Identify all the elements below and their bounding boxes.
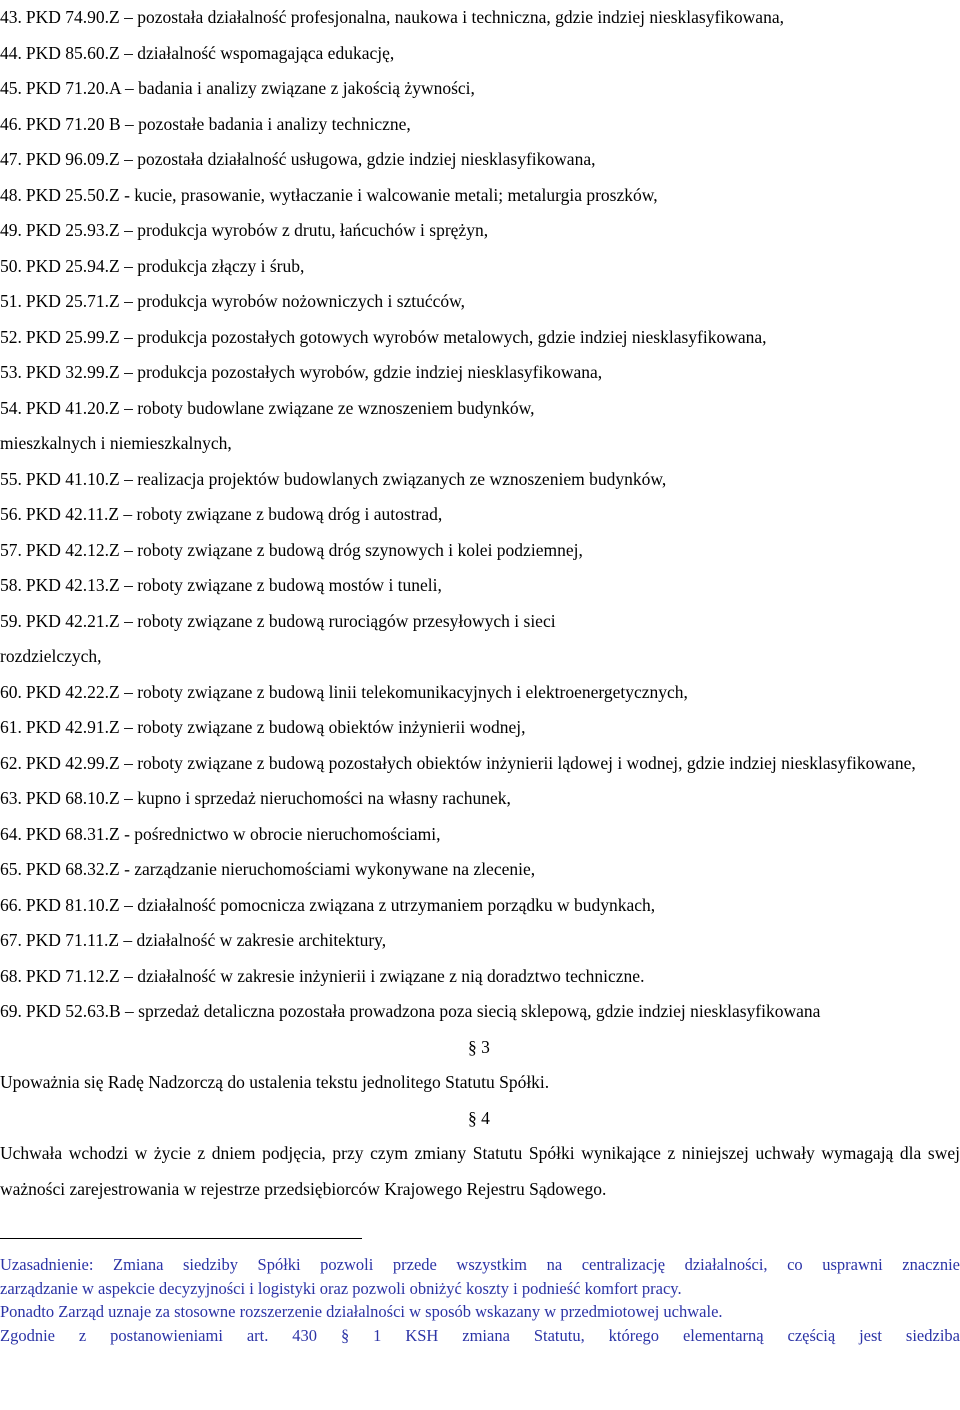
section-3-text: Upoważnia się Radę Nadzorczą do ustalenia tekstu jednolitego Statutu Spółki. — [0, 1072, 550, 1092]
list-item-number: 68. — [0, 965, 22, 986]
list-item-text: PKD 68.32.Z - zarządzanie nieruchomościami wykonywane na zlecenie, — [25, 859, 536, 879]
list-item-number: 44. — [0, 42, 22, 63]
list-item-text: PKD 52.63.B – sprzedaż detaliczna pozostała prowadzona poza siecią sklepową, gdzie indziej niesklasyfikowana — [25, 1001, 821, 1021]
list-item — [0, 249, 960, 285]
list-item-number: 54. — [0, 397, 22, 418]
list-item-text: PKD 85.60.Z – działalność wspomagająca edukację, — [25, 42, 395, 63]
list-item-number: 65. — [0, 859, 22, 879]
list-item — [0, 852, 960, 888]
list-item-text: PKD 71.12.Z – działalność w zakresie inżynierii i związane z nią doradztwo techniczne. — [25, 965, 645, 986]
list-item — [0, 107, 960, 143]
list-item-number: 59. — [0, 610, 22, 631]
list-item-text: PKD 25.93.Z – produkcja wyrobów z drutu, łańcuchów i sprężyn, — [25, 220, 489, 240]
list-item — [0, 781, 960, 817]
list-item-continuation: mieszkalnych i niemieszkalnych, — [0, 433, 232, 453]
list-item — [0, 213, 960, 249]
list-item-text: PKD 68.31.Z - pośrednictwo w obrocie nieruchomościami, — [25, 823, 441, 844]
list-item — [0, 533, 960, 569]
section-4-text: Uchwała wchodzi w życie z dniem podjęcia, przy czym zmiany Statutu Spółki wynikające z niniejszej uchwały wymagają dla swej ważności zarejestrowania w rejestrze przedsiębiorców Krajowego Rejestru Sądowego. — [0, 1143, 960, 1199]
list-item-text: PKD 42.91.Z – roboty związane z budową obiektów inżynierii wodnej, — [25, 717, 526, 737]
list-item-text: PKD 25.71.Z – produkcja wyrobów nożowniczych i sztućców, — [25, 291, 466, 311]
list-item-text: PKD 42.13.Z – roboty związane z budową mostów i tuneli, — [25, 575, 442, 595]
list-item-number: 55. — [0, 468, 22, 489]
list-item-text: PKD 71.20 B – pozostałe badania i analizy techniczne, — [25, 113, 411, 134]
list-item-text: PKD 25.50.Z - kucie, prasowanie, wytłaczanie i walcowanie metali; metalurgia proszków, — [25, 184, 658, 205]
footnote-separator — [0, 1238, 362, 1239]
footnote-justification — [0, 1253, 960, 1347]
list-item-text: PKD 41.20.Z – roboty budowlane związane ze wznoszeniem budynków, — [25, 397, 535, 418]
list-item — [0, 320, 960, 356]
list-item-text: PKD 68.10.Z – kupno i sprzedaż nieruchomości na własny rachunek, — [25, 788, 511, 808]
list-item-continuation: rozdzielczych, — [0, 646, 102, 666]
list-item-number: 60. — [0, 681, 22, 702]
list-item — [0, 959, 960, 995]
list-item-number: 67. — [0, 930, 22, 950]
list-item-text: PKD 71.11.Z – działalność w zakresie architektury, — [25, 930, 387, 950]
list-item-number: 62. — [0, 752, 22, 773]
list-item — [0, 71, 960, 107]
list-item-text: PKD 71.20.A – badania i analizy związane z jakością żywności, — [25, 78, 475, 98]
footnote-line: Ponadto Zarząd uznaje za stosowne rozszerzenie działalności w sposób wskazany w przedmiotowej uchwale. — [0, 1302, 723, 1321]
list-item — [0, 710, 960, 746]
footnote-line: zarządzanie w aspekcie decyzyjności i logistyki oraz pozwoli obniżyć koszty i podnieść komfort pracy. — [0, 1278, 682, 1298]
list-item-number: 53. — [0, 362, 22, 382]
list-item-number: 43. — [0, 7, 22, 27]
list-item-number: 57. — [0, 539, 22, 560]
list-item-text: PKD 42.99.Z – roboty związane z budową pozostałych obiektów inżynierii lądowej i wodnej, gdzie indziej niesklasyfikowane, — [25, 752, 916, 773]
list-item — [0, 355, 960, 391]
list-item-number: 56. — [0, 504, 22, 524]
list-item — [0, 817, 960, 853]
list-item-text: PKD 42.21.Z – roboty związane z budową rurociągów przesyłowych i sieci — [25, 610, 556, 631]
list-item-number: 49. — [0, 220, 22, 240]
list-item-text: PKD 96.09.Z – pozostała działalność usługowa, gdzie indziej niesklasyfikowana, — [25, 149, 596, 169]
list-item — [0, 391, 960, 462]
list-item — [0, 462, 960, 498]
list-item-number: 63. — [0, 788, 22, 808]
list-item-number: 66. — [0, 894, 22, 915]
list-item-number: 46. — [0, 113, 22, 134]
list-item — [0, 675, 960, 711]
list-item-number: 64. — [0, 823, 22, 844]
list-item-text: PKD 81.10.Z – działalność pomocnicza związana z utrzymaniem porządku w budynkach, — [25, 894, 656, 915]
list-item — [0, 142, 960, 178]
list-item-number: 51. — [0, 291, 22, 311]
list-item-text: PKD 25.94.Z – produkcja złączy i śrub, — [25, 255, 305, 276]
list-item-text: PKD 42.12.Z – roboty związane z budową dróg szynowych i kolei podziemnej, — [25, 539, 583, 560]
list-item-text: PKD 32.99.Z – produkcja pozostałych wyrobów, gdzie indziej niesklasyfikowana, — [25, 362, 603, 382]
footnote-line: Uzasadnienie: Zmiana siedziby Spółki pozwoli przede wszystkim na centralizację działalności, co usprawni znacznie — [0, 1255, 960, 1274]
list-item — [0, 888, 960, 924]
list-item-number: 47. — [0, 149, 22, 169]
list-item — [0, 0, 960, 36]
list-item — [0, 994, 960, 1030]
list-item — [0, 923, 960, 959]
list-item — [0, 178, 960, 214]
list-item — [0, 497, 960, 533]
section-3-mark: § 3 — [468, 1036, 490, 1057]
list-item — [0, 284, 960, 320]
list-item-number: 69. — [0, 1001, 22, 1021]
list-item — [0, 36, 960, 72]
list-item-number: 45. — [0, 78, 22, 98]
list-item-text: PKD 74.90.Z – pozostała działalność profesjonalna, naukowa i techniczna, gdzie indziej niesklasyfikowana, — [25, 7, 784, 27]
list-item-text: PKD 41.10.Z – realizacja projektów budowlanych związanych ze wznoszeniem budynków, — [25, 468, 667, 489]
list-item-number: 48. — [0, 184, 22, 205]
list-item-text: PKD 42.11.Z – roboty związane z budową dróg i autostrad, — [25, 504, 443, 524]
list-item-text: PKD 42.22.Z – roboty związane z budową linii telekomunikacyjnych i elektroenergetycznych, — [25, 681, 688, 702]
list-item-text: PKD 25.99.Z – produkcja pozostałych gotowych wyrobów metalowych, gdzie indziej niesklasyfikowana, — [25, 326, 767, 347]
footnote-line: Zgodnie z postanowieniami art. 430 § 1 KSH zmiana Statutu, którego elementarną częścią jest siedziba — [0, 1325, 960, 1345]
section-4-mark: § 4 — [468, 1107, 490, 1128]
list-item — [0, 604, 960, 675]
list-item-number: 50. — [0, 255, 22, 276]
list-item — [0, 568, 960, 604]
list-item-number: 61. — [0, 717, 22, 737]
list-item-number: 58. — [0, 575, 22, 595]
list-item-number: 52. — [0, 326, 22, 347]
list-item — [0, 746, 960, 782]
